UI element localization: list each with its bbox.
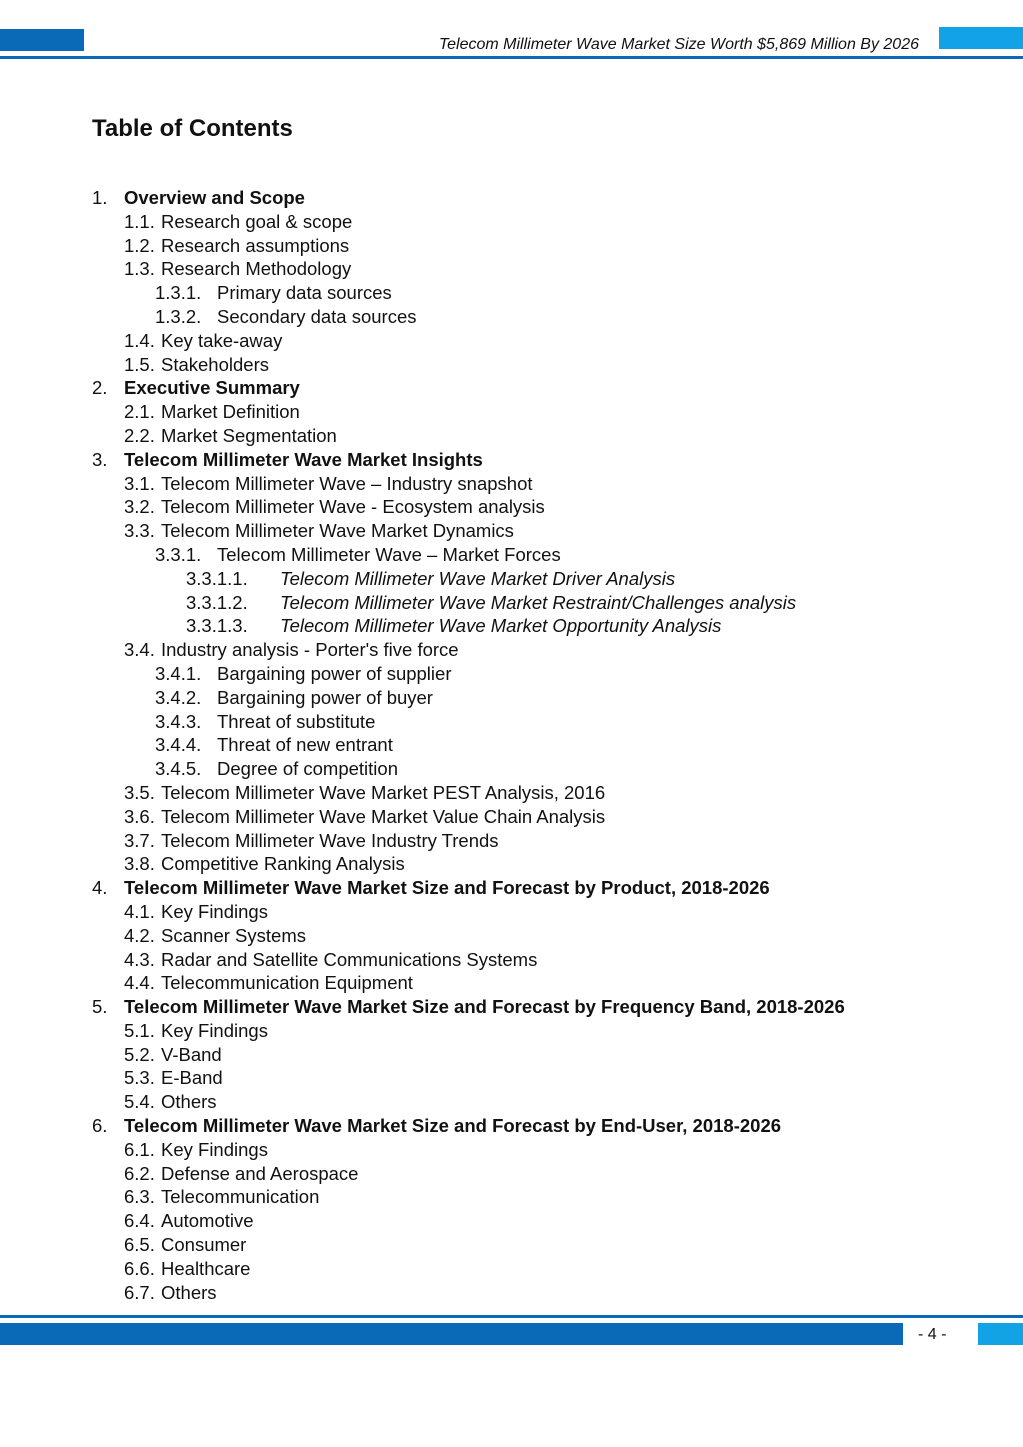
- toc-entry-number: 3.5.: [124, 781, 155, 803]
- toc-entry[interactable]: [0, 757, 1023, 781]
- toc-entry[interactable]: [0, 1281, 1023, 1305]
- footer-bar: [0, 1323, 903, 1345]
- toc-entry-number: 6.6.: [124, 1257, 155, 1279]
- toc-entry-number: 1.3.2.: [155, 305, 202, 327]
- toc-entry[interactable]: [0, 662, 1023, 686]
- toc-entry-number: 5.: [92, 996, 108, 1018]
- toc-entry-number: 5.2.: [124, 1043, 155, 1065]
- toc-entry[interactable]: [0, 400, 1023, 424]
- toc-entry-label: Key Findings: [161, 900, 268, 922]
- toc-entry-number: 4.3.: [124, 948, 155, 970]
- toc-entry-label: Key take-away: [161, 329, 283, 351]
- toc-entry[interactable]: [0, 1233, 1023, 1257]
- toc-entry-number: 3.4.: [124, 639, 155, 661]
- toc-entry-label: E-Band: [161, 1067, 223, 1089]
- toc-entry[interactable]: [0, 1066, 1023, 1090]
- toc-entry-label: Telecom Millimeter Wave Market Dynamics: [161, 520, 514, 542]
- toc-entry-number: 1.5.: [124, 353, 155, 375]
- toc-entry-label: Defense and Aerospace: [161, 1162, 359, 1184]
- toc-entry-label: Research goal & scope: [161, 210, 353, 232]
- toc-entry-number: 6.2.: [124, 1162, 155, 1184]
- toc-entry-number: 3.8.: [124, 853, 155, 875]
- header-accent-left: [0, 29, 84, 51]
- toc-entry-number: 6.1.: [124, 1138, 155, 1160]
- toc-entry-number: 6.4.: [124, 1210, 155, 1232]
- toc-list: [0, 186, 1023, 1304]
- toc-entry[interactable]: [0, 686, 1023, 710]
- toc-entry-number: 6.: [92, 1115, 108, 1137]
- toc-entry-number: 5.1.: [124, 1019, 155, 1041]
- page-number: - 4 -: [918, 1326, 947, 1343]
- toc-entry-number: 1.2.: [124, 234, 155, 256]
- toc-entry[interactable]: [0, 1162, 1023, 1186]
- toc-entry-label: Telecom Millimeter Wave Market Restraint/Challenges analysis: [280, 591, 797, 613]
- toc-entry-number: 4.: [92, 877, 108, 899]
- toc-entry-label: Industry analysis - Porter's five force: [161, 639, 459, 661]
- toc-entry-label: Radar and Satellite Communications Systems: [161, 948, 538, 970]
- header-rule: [0, 56, 1023, 59]
- toc-entry-number: 6.5.: [124, 1234, 155, 1256]
- toc-entry-number: 3.4.2.: [155, 686, 202, 708]
- toc-entry-number: 5.3.: [124, 1067, 155, 1089]
- toc-entry-label: Others: [161, 1281, 217, 1303]
- toc-entry-number: 4.1.: [124, 900, 155, 922]
- toc-entry-label: Market Definition: [161, 401, 300, 423]
- toc-entry[interactable]: [0, 234, 1023, 258]
- toc-entry[interactable]: [0, 591, 1023, 615]
- toc-entry-number: 1.3.: [124, 258, 155, 280]
- toc-entry[interactable]: [0, 614, 1023, 638]
- footer-rule: [0, 1315, 1023, 1318]
- toc-entry-label: Executive Summary: [124, 377, 300, 399]
- toc-entry-number: 3.3.1.2.: [186, 591, 248, 613]
- toc-entry-label: Key Findings: [161, 1019, 268, 1041]
- toc-entry-label: Degree of competition: [217, 758, 398, 780]
- toc-entry[interactable]: [0, 1114, 1023, 1138]
- toc-entry-label: Threat of new entrant: [217, 734, 393, 756]
- toc-entry-label: Telecommunication: [161, 1186, 320, 1208]
- toc-entry[interactable]: [0, 1185, 1023, 1209]
- toc-entry[interactable]: [0, 1090, 1023, 1114]
- toc-entry-label: Others: [161, 1091, 217, 1113]
- toc-entry[interactable]: [0, 900, 1023, 924]
- toc-entry[interactable]: [0, 281, 1023, 305]
- toc-entry[interactable]: [0, 638, 1023, 662]
- toc-entry-label: Telecom Millimeter Wave Market Size and Forecast by Product, 2018-2026: [124, 877, 770, 899]
- toc-entry-number: 4.2.: [124, 924, 155, 946]
- toc-entry[interactable]: [0, 472, 1023, 496]
- toc-entry-number: 3.3.1.1.: [186, 567, 248, 589]
- toc-entry-number: 1.3.1.: [155, 282, 202, 304]
- toc-entry-number: 2.2.: [124, 424, 155, 446]
- toc-entry-label: Telecom Millimeter Wave Market PEST Analysis, 2016: [161, 781, 606, 803]
- toc-entry-number: 6.3.: [124, 1186, 155, 1208]
- toc-entry-number: 2.1.: [124, 401, 155, 423]
- toc-entry-label: Primary data sources: [217, 282, 392, 304]
- toc-entry[interactable]: [0, 1257, 1023, 1281]
- toc-heading: Table of Contents: [92, 115, 293, 142]
- toc-entry-label: Research Methodology: [161, 258, 352, 280]
- toc-entry-label: Research assumptions: [161, 234, 350, 256]
- toc-entry-label: Stakeholders: [161, 353, 269, 375]
- toc-entry-label: Telecom Millimeter Wave - Ecosystem analysis: [161, 496, 545, 518]
- toc-entry-number: 3.4.4.: [155, 734, 202, 756]
- toc-entry[interactable]: [0, 495, 1023, 519]
- toc-entry-label: Telecom Millimeter Wave Industry Trends: [161, 829, 499, 851]
- toc-entry[interactable]: [0, 210, 1023, 234]
- toc-entry-number: 2.: [92, 377, 108, 399]
- toc-entry[interactable]: [0, 448, 1023, 472]
- toc-entry-label: Threat of substitute: [217, 710, 376, 732]
- toc-entry-number: 3.3.: [124, 520, 155, 542]
- toc-entry[interactable]: [0, 1043, 1023, 1067]
- toc-entry[interactable]: [0, 924, 1023, 948]
- toc-entry[interactable]: [0, 733, 1023, 757]
- header-accent-right: [939, 27, 1023, 49]
- toc-entry-label: V-Band: [161, 1043, 222, 1065]
- toc-entry-number: 3.: [92, 448, 108, 470]
- toc-entry-label: Telecom Millimeter Wave Market Insights: [124, 448, 483, 470]
- toc-entry-label: Telecom Millimeter Wave Market Size and Forecast by Frequency Band, 2018-2026: [124, 996, 845, 1018]
- toc-entry-number: 1.1.: [124, 210, 155, 232]
- toc-entry[interactable]: [0, 186, 1023, 210]
- toc-entry[interactable]: [0, 1209, 1023, 1233]
- toc-entry-label: Healthcare: [161, 1257, 251, 1279]
- toc-entry[interactable]: [0, 948, 1023, 972]
- toc-entry-label: Bargaining power of buyer: [217, 686, 433, 708]
- toc-entry[interactable]: [0, 376, 1023, 400]
- toc-entry-number: 5.4.: [124, 1091, 155, 1113]
- toc-entry-number: 1.4.: [124, 329, 155, 351]
- toc-entry-number: 3.4.3.: [155, 710, 202, 732]
- toc-entry-number: 3.7.: [124, 829, 155, 851]
- toc-entry-label: Telecom Millimeter Wave – Industry snapshot: [161, 472, 533, 494]
- toc-entry[interactable]: [0, 305, 1023, 329]
- toc-entry[interactable]: [0, 710, 1023, 734]
- footer-accent-right: [978, 1323, 1023, 1345]
- toc-entry[interactable]: [0, 1019, 1023, 1043]
- toc-entry-label: Consumer: [161, 1234, 247, 1256]
- toc-entry-label: Scanner Systems: [161, 924, 306, 946]
- toc-entry[interactable]: [0, 257, 1023, 281]
- toc-entry[interactable]: [0, 424, 1023, 448]
- toc-entry[interactable]: [0, 353, 1023, 377]
- toc-entry-label: Telecom Millimeter Wave Market Size and Forecast by End-User, 2018-2026: [124, 1115, 782, 1137]
- toc-entry-number: 4.4.: [124, 972, 155, 994]
- toc-entry[interactable]: [0, 1138, 1023, 1162]
- toc-entry[interactable]: [0, 329, 1023, 353]
- header-title: Telecom Millimeter Wave Market Size Worth $5,869 Million By 2026: [438, 36, 919, 53]
- toc-entry[interactable]: [0, 805, 1023, 829]
- toc-entry[interactable]: [0, 995, 1023, 1019]
- toc-entry[interactable]: [0, 567, 1023, 591]
- toc-entry-number: 3.3.1.3.: [186, 615, 248, 637]
- toc-entry-number: 3.3.1.: [155, 543, 202, 565]
- toc-entry-label: Telecom Millimeter Wave – Market Forces: [217, 543, 561, 565]
- toc-entry-number: 3.4.1.: [155, 662, 202, 684]
- toc-entry-label: Telecom Millimeter Wave Market Driver Analysis: [280, 567, 676, 589]
- toc-entry-label: Competitive Ranking Analysis: [161, 853, 405, 875]
- toc-entry-number: 3.4.5.: [155, 758, 202, 780]
- toc-entry[interactable]: [0, 829, 1023, 853]
- toc-entry-label: Overview and Scope: [124, 187, 305, 208]
- toc-entry-label: Secondary data sources: [217, 305, 417, 327]
- toc-entry[interactable]: [0, 543, 1023, 567]
- toc-entry-label: Telecom Millimeter Wave Market Value Chain Analysis: [161, 805, 606, 827]
- toc-entry[interactable]: [0, 852, 1023, 876]
- toc-entry[interactable]: [0, 876, 1023, 900]
- toc-entry[interactable]: [0, 519, 1023, 543]
- toc-entry-label: Telecommunication Equipment: [161, 972, 413, 994]
- toc-entry-label: Market Segmentation: [161, 424, 337, 446]
- toc-entry-number: 3.6.: [124, 805, 155, 827]
- toc-entry-label: Telecom Millimeter Wave Market Opportunity Analysis: [280, 615, 722, 637]
- toc-entry-number: 1.: [92, 187, 108, 208]
- toc-entry[interactable]: [0, 781, 1023, 805]
- toc-entry-label: Key Findings: [161, 1138, 268, 1160]
- toc-entry-number: 3.2.: [124, 496, 155, 518]
- toc-entry[interactable]: [0, 971, 1023, 995]
- toc-entry-number: 6.7.: [124, 1281, 155, 1303]
- toc-entry-label: Bargaining power of supplier: [217, 662, 452, 684]
- toc-entry-label: Automotive: [161, 1210, 254, 1232]
- toc-entry-number: 3.1.: [124, 472, 155, 494]
